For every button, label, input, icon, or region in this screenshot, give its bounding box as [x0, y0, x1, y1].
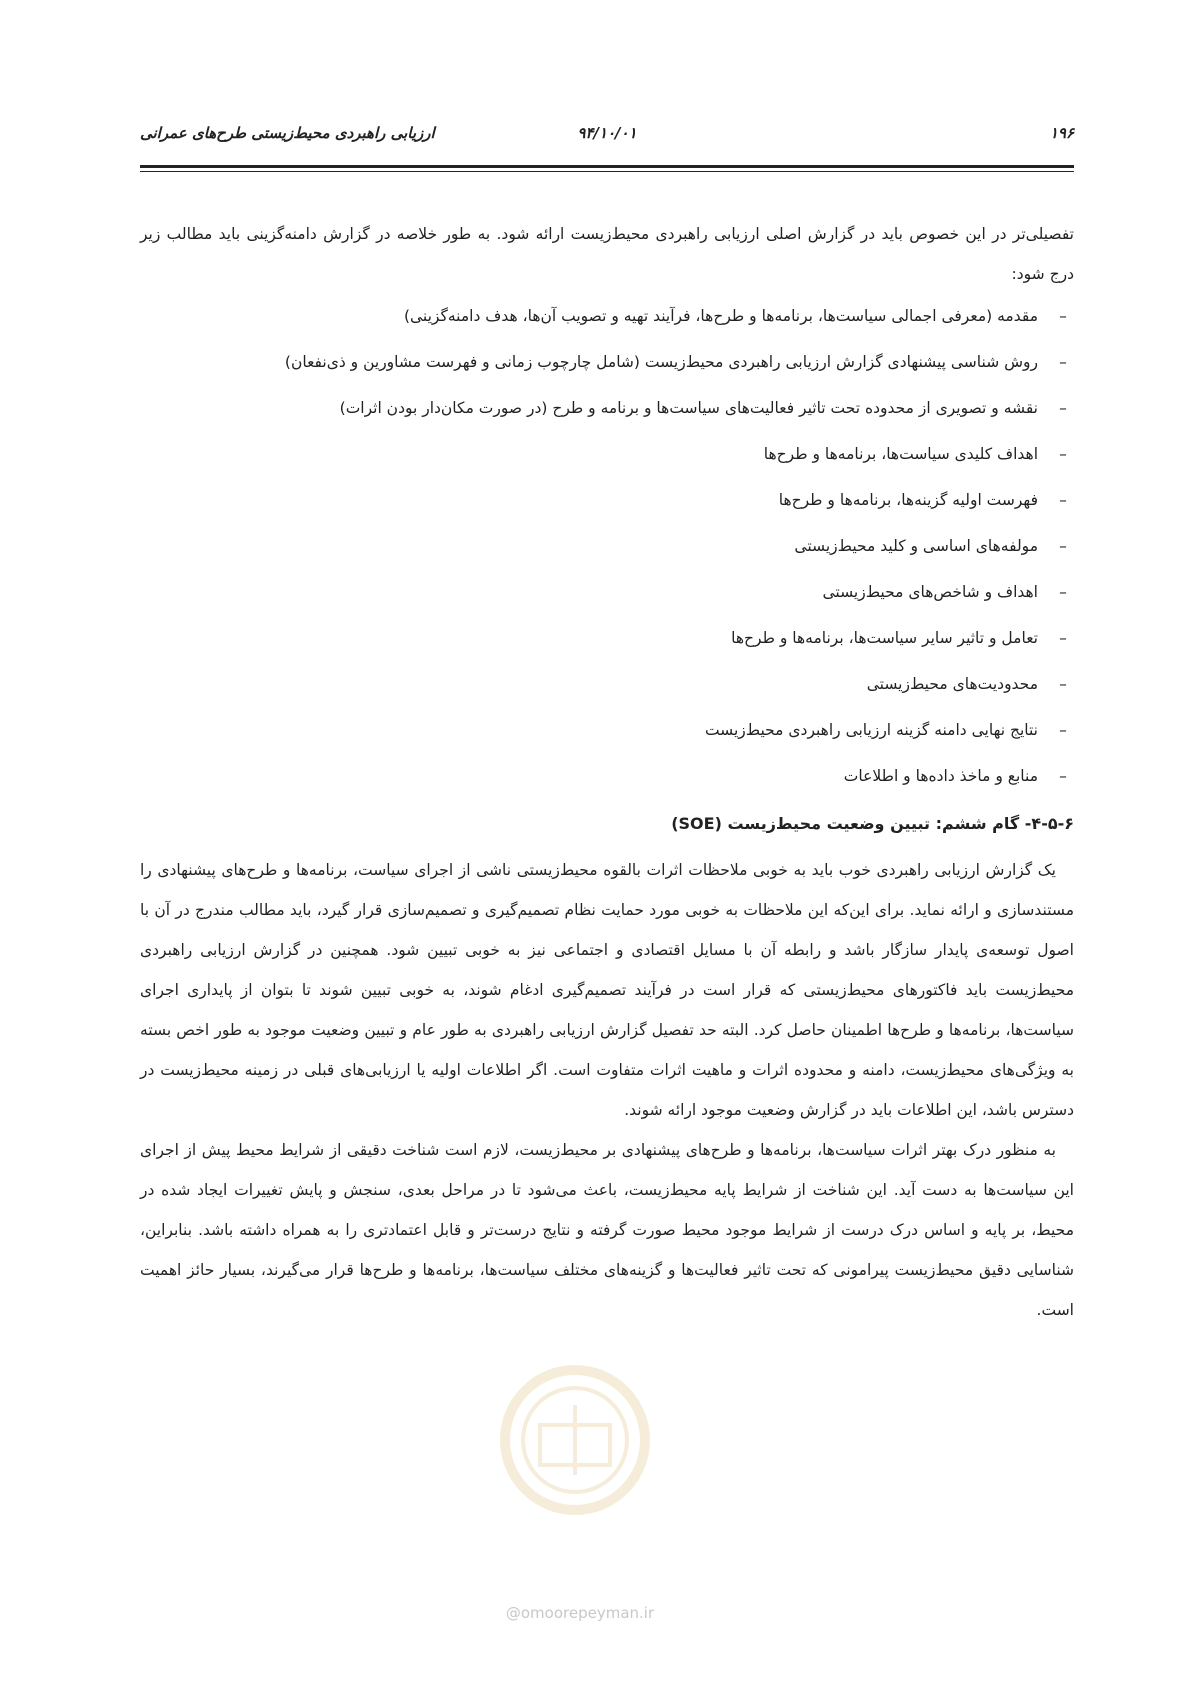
list-item: [140, 664, 1074, 704]
list-item: [140, 710, 1074, 750]
list-item: [140, 756, 1074, 796]
body-paragraph-1: یک گزارش ارزیابی راهبردی خوب باید به خوبی ملاحظات اثرات بالقوه محیط‌زیستی ناشی از اجرای سیاست، برنامه‌ها و طرح‌های پیشنهادی را مستندسازی و ارائه نماید. برای این‌که این ملاحظات به خوبی مورد حمایت نظام تصمیم‌گیری و تصمیم‌سازی قرار گیرد، باید مطالب مندرج در آن با اصول توسعه‌ی پایدار سازگار باشد و رابطه آن با مسایل اقتصادی و اجتماعی نیز به خوبی تبیین شود. همچنین در گزارش ارزیابی راهبردی محیط‌زیست باید فاکتورهای محیط‌زیستی که قرار است در فرآیند تصمیم‌گیری ادغام شوند، به خوبی تبیین شوند تا بتوان از پایداری اجرای سیاست‌ها، برنامه‌ها و طرح‌ها اطمینان حاصل کرد. البته حد تفصیل گزارش ارزیابی راهبردی به طور عام و تبیین وضعیت موجود به طور اخص بسته به ویژگی‌های محیط‌زیست، دامنه و محدوده اثرات و ماهیت اثرات متفاوت است. اگر اطلاعات اولیه یا ارزیابی‌های قبلی در زمینه محیط‌زیست در دسترس باشد، این اطلاعات باید در گزارش وضعیت موجود ارائه شوند.: [140, 861, 1074, 1119]
dash-bullet: –: [1059, 675, 1067, 693]
list-item: [140, 572, 1074, 612]
list-item-text: مقدمه (معرفی اجمالی سیاست‌ها، برنامه‌ها و طرح‌ها، فرآیند تهیه و تصویب آن‌ها، هدف دامنه‌گزینی): [403, 307, 1038, 325]
list-item-text: روش شناسی پیشنهادی گزارش ارزیابی راهبردی محیط‌زیست (شامل چارچوب زمانی و فهرست مشاورین و ذی‌نفعان): [284, 353, 1038, 371]
watermark-logo-icon: [460, 1355, 690, 1525]
page-header: [140, 124, 1074, 150]
dash-bullet: –: [1059, 307, 1067, 325]
list-item: [140, 526, 1074, 566]
dash-bullet: –: [1059, 767, 1067, 785]
body-paragraph-2: به منظور درک بهتر اثرات سیاست‌ها، برنامه‌ها و طرح‌های پیشنهادی بر محیط‌زیست، لازم است شناخت دقیقی از شرایط محیط پیش از اجرای این سیاست‌ها به دست آید. این شناخت از شرایط پایه محیط‌زیست، باعث می‌شود تا در مراحل بعدی، سنجش و پایش تغییرات ایجاد شده در محیط، بر پایه و اساس درک درست از شرایط موجود محیط صورت گرفته و نتایج درست‌تر و قابل اعتمادتری را به همراه داشته باشد. بنابراین، شناسایی دقیق محیط‌زیست پیرامونی که تحت تاثیر فعالیت‌ها و گزینه‌های مختلف سیاست‌ها، برنامه‌ها و طرح‌ها قرار می‌گیرند، بسیار حائز اهمیت است.: [140, 1141, 1074, 1319]
dash-bullet: –: [1059, 353, 1067, 371]
list-item-text: محدودیت‌های محیط‌زیستی: [866, 675, 1038, 693]
page-number: ۱۹۶: [1049, 124, 1074, 142]
header-rule-thick: [140, 165, 1074, 168]
list-item-text: نتایج نهایی دامنه گزینه ارزیابی راهبردی محیط‌زیست: [704, 721, 1038, 739]
intro-paragraph: تفصیلی‌تر در این خصوص باید در گزارش اصلی ارزیابی راهبردی محیط‌زیست ارائه شود. به طور خلاصه در گزارش دامنه‌گزینی باید مطالب زیر درج شود:: [140, 225, 1074, 283]
list-item-text: منابع و ماخذ داده‌ها و اطلاعات: [843, 767, 1038, 785]
header-rule-thin: [140, 171, 1074, 172]
dash-bullet: –: [1059, 399, 1067, 417]
dash-bullet: –: [1059, 629, 1067, 647]
list-item-text: تعامل و تاثیر سایر سیاست‌ها، برنامه‌ها و طرح‌ها: [731, 629, 1038, 647]
list-item: [140, 618, 1074, 658]
list-item: [140, 434, 1074, 474]
list-item-text: اهداف کلیدی سیاست‌ها، برنامه‌ها و طرح‌ها: [763, 445, 1038, 463]
list-item-text: نقشه و تصویری از محدوده تحت تاثیر فعالیت‌های سیاست‌ها و برنامه و طرح (در صورت مکان‌دار بودن اثرات): [339, 399, 1038, 417]
watermark-url: @omoorepeyman.ir: [505, 1604, 655, 1622]
page-body: [140, 214, 1074, 1330]
dash-bullet: –: [1059, 445, 1067, 463]
list-item: [140, 342, 1074, 382]
list-item: [140, 480, 1074, 520]
scoping-items-list: [140, 296, 1074, 796]
list-item: [140, 296, 1074, 336]
dash-bullet: –: [1059, 491, 1067, 509]
dash-bullet: –: [1059, 537, 1067, 555]
list-item: [140, 388, 1074, 428]
dash-bullet: –: [1059, 721, 1067, 739]
dash-bullet: –: [1059, 583, 1067, 601]
book-title: ارزیابی راهبردی محیط‌زیستی طرح‌های عمرانی: [140, 124, 435, 142]
list-item-text: فهرست اولیه گزینه‌ها، برنامه‌ها و طرح‌ها: [778, 491, 1038, 509]
list-item-text: مولفه‌های اساسی و کلید محیط‌زیستی: [794, 537, 1038, 555]
header-date: ۹۴/۱۰/۰۱: [577, 124, 637, 142]
section-heading: ۴-۵-۶- گام ششم: تبیین وضعیت محیط‌زیست (SOE): [671, 814, 1074, 833]
list-item-text: اهداف و شاخص‌های محیط‌زیستی: [822, 583, 1038, 601]
